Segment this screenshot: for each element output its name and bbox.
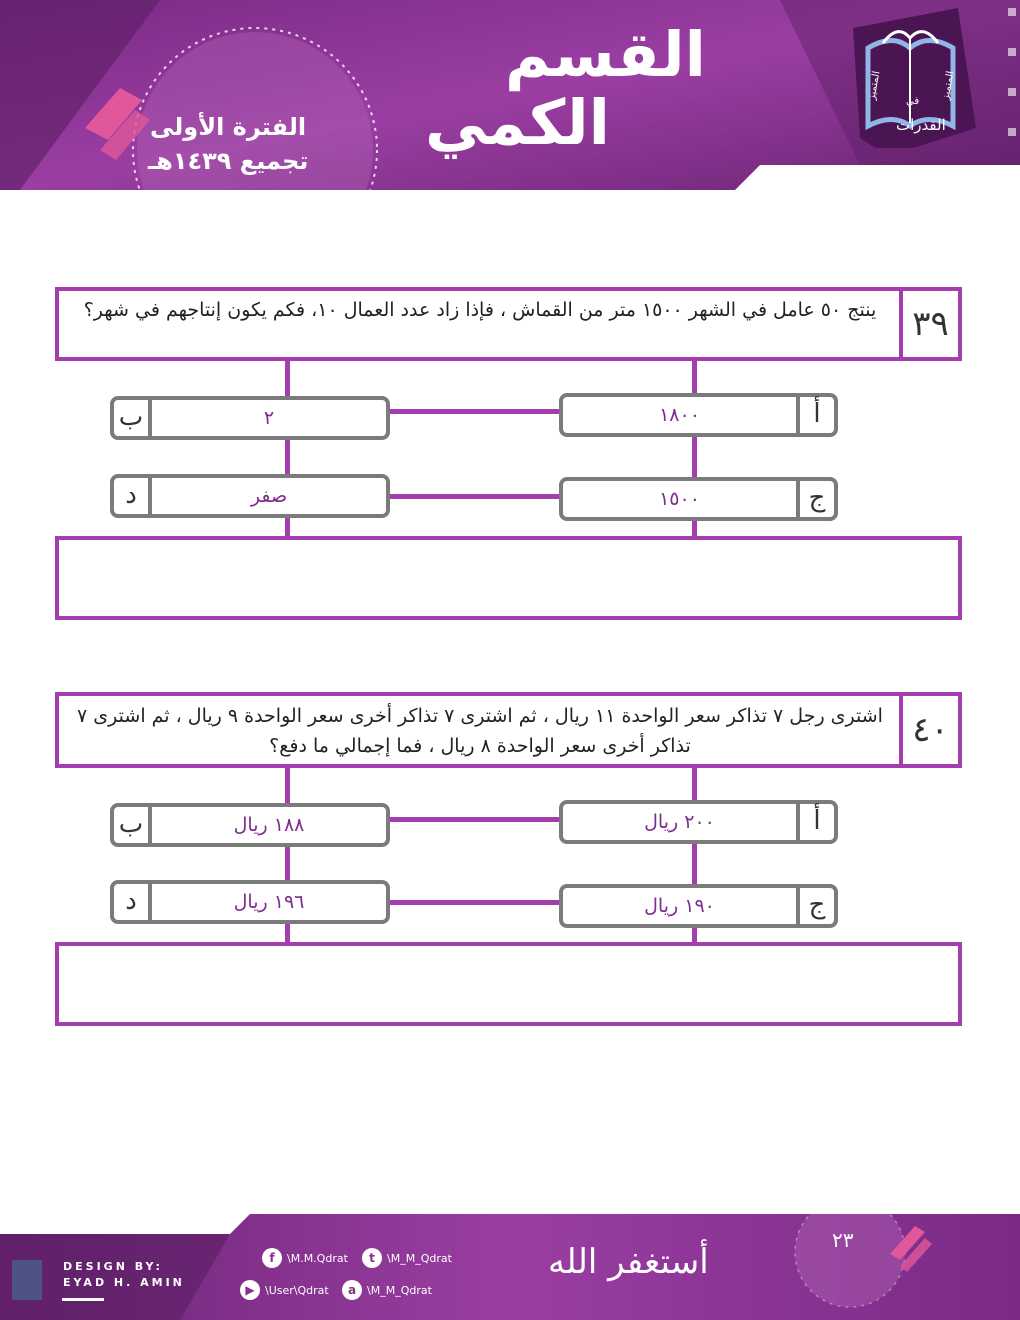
- logo-title: القدرات: [896, 116, 946, 134]
- option-value: ١٩٠ ريال: [644, 895, 715, 917]
- collection-year-label: تجميع ١٤٣٩هـ: [148, 147, 309, 175]
- connector-line: [388, 900, 562, 905]
- section-title-line2: الكمي: [425, 86, 610, 159]
- question-box: [55, 692, 962, 768]
- option-letter: ب: [118, 402, 144, 432]
- page-number: ٢٣: [832, 1228, 854, 1252]
- logo-side-text-right: المتميز: [940, 70, 957, 101]
- answer-box[interactable]: [55, 536, 962, 620]
- option-letter: د: [125, 480, 137, 510]
- facebook-icon[interactable]: f: [262, 1248, 282, 1268]
- option-separator: [796, 481, 800, 517]
- question-number: ٤٠: [912, 710, 949, 750]
- option-value: ٢: [263, 407, 275, 429]
- question-box: [55, 287, 962, 361]
- ask-handle[interactable]: \M_M_Qdrat: [367, 1284, 432, 1297]
- option-b[interactable]: [110, 803, 390, 847]
- page-footer: [0, 1214, 1020, 1320]
- youtube-handle[interactable]: \User\Qdrat: [265, 1284, 329, 1297]
- designer-name: EYAD H. AMIN: [63, 1276, 185, 1289]
- question-text: اشترى رجل ٧ تذاكر سعر الواحدة ١١ ريال ، ثم اشترى ٧ تذاكر أخرى سعر الواحدة ٩ ريال ، ثم اشترى ٧ تذاكر أخرى سعر الواحدة ٨ ريال ، فما إجمالي ما دفع؟: [77, 705, 883, 757]
- option-value: ١٥٠٠: [659, 488, 700, 510]
- option-c[interactable]: [559, 884, 838, 928]
- logo-side-text-left: المتميز: [866, 70, 883, 101]
- page-header: [0, 0, 1020, 190]
- option-value: صفر: [250, 485, 288, 507]
- option-separator: [796, 397, 800, 433]
- section-title-line1: القسم: [505, 18, 706, 91]
- option-value: ١٨٠٠: [659, 404, 700, 426]
- question-text: ينتج ٥٠ عامل في الشهر ١٥٠٠ متر من القماش ، فإذا زاد عدد العمال ١٠، فكم يكون إنتاجهم في شهر؟: [83, 299, 877, 321]
- answer-box[interactable]: [55, 942, 962, 1026]
- question-number: ٣٩: [912, 304, 949, 344]
- design-by-label: DESIGN BY:: [63, 1260, 163, 1273]
- option-a[interactable]: [559, 800, 838, 844]
- option-a[interactable]: [559, 393, 838, 437]
- connector-line: [388, 817, 562, 822]
- option-value: ٢٠٠ ريال: [644, 811, 715, 833]
- option-c[interactable]: [559, 477, 838, 521]
- twitter-icon[interactable]: t: [362, 1248, 382, 1268]
- option-value: ١٨٨ ريال: [233, 814, 305, 836]
- option-letter: د: [125, 886, 137, 916]
- option-letter: ج: [808, 890, 826, 920]
- connector-line: [388, 494, 562, 499]
- option-letter: ج: [808, 483, 826, 513]
- brand-logo: [848, 8, 978, 148]
- youtube-icon[interactable]: ▶: [240, 1280, 260, 1300]
- connector-line: [388, 409, 562, 414]
- option-value: ١٩٦ ريال: [233, 891, 305, 913]
- facebook-handle[interactable]: \M.M.Qdrat: [287, 1252, 348, 1265]
- option-separator: [796, 804, 800, 840]
- twitter-handle[interactable]: \M_M_Qdrat: [387, 1252, 452, 1265]
- option-d[interactable]: [110, 474, 390, 518]
- option-d[interactable]: [110, 880, 390, 924]
- logo-middle-text: في: [906, 96, 920, 107]
- period-label: الفترة الأولى: [150, 113, 307, 141]
- option-letter: أ: [813, 399, 821, 429]
- calligraphy-text: أستغفر الله: [548, 1242, 709, 1282]
- option-b[interactable]: [110, 396, 390, 440]
- ask-icon[interactable]: a: [342, 1280, 362, 1300]
- option-separator: [796, 888, 800, 924]
- option-letter: أ: [813, 806, 821, 836]
- option-letter: ب: [118, 809, 144, 839]
